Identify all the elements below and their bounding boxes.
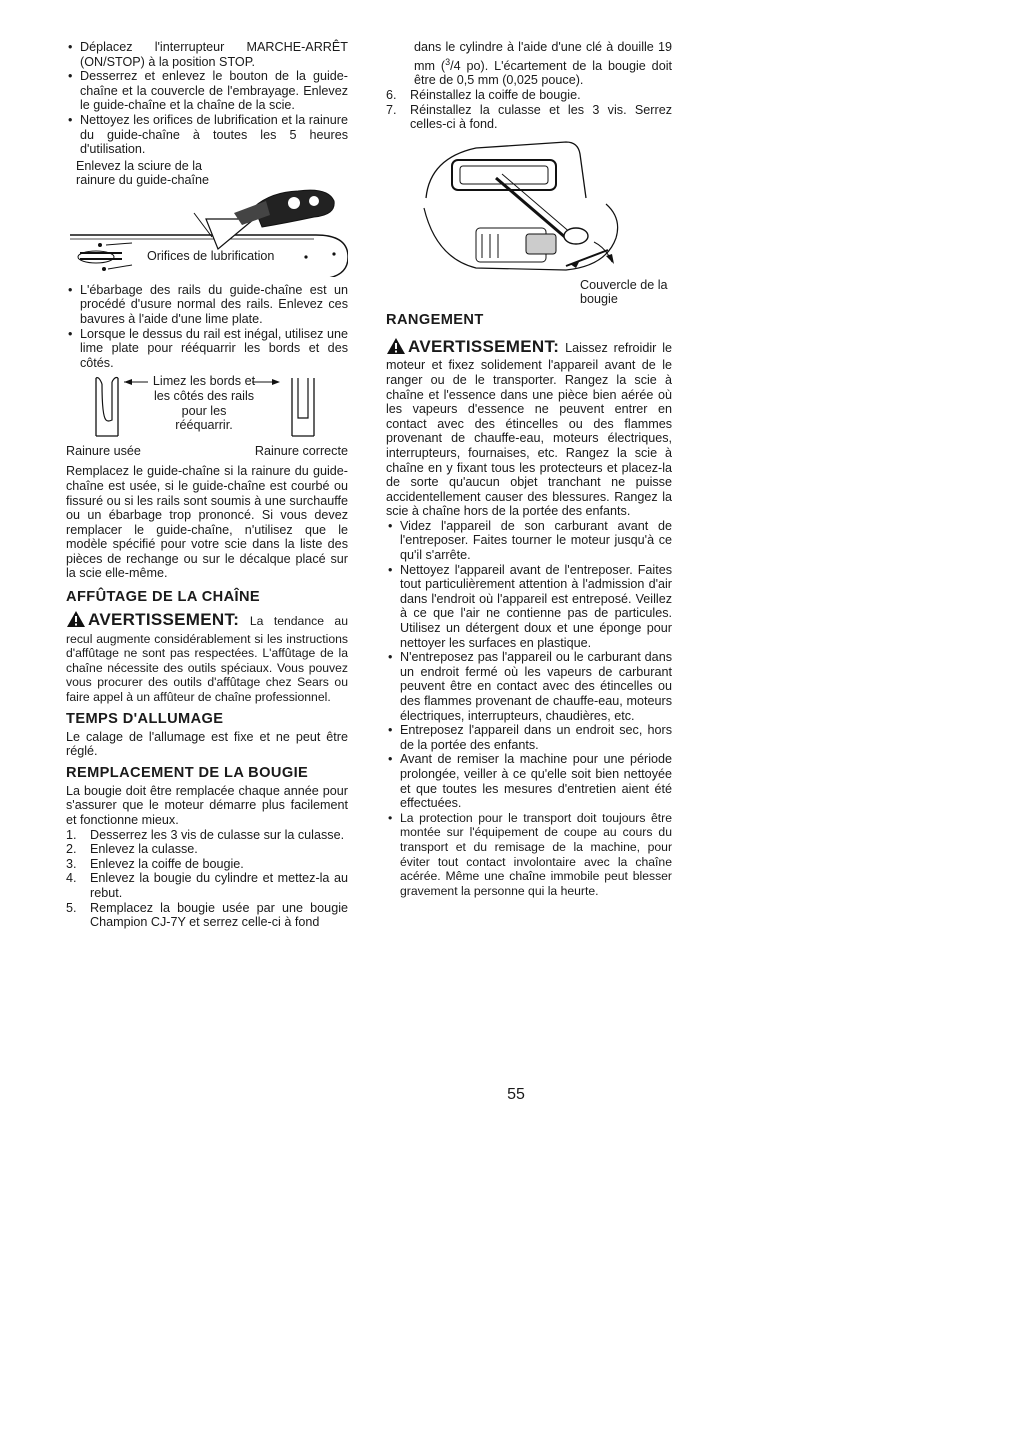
guide-bar-figure: [66, 157, 348, 277]
list-item: • Desserrez et enlevez le bouton de la guide-chaîne et la couvercle de l'embrayage. Enlevez le guide-chaîne et la chaîne de la scie.: [66, 69, 348, 113]
right-column: [386, 40, 672, 898]
step-item: 5. Remplacez la bougie usée par une bougie Champion CJ-7Y et serrez celle-ci à fond: [66, 900, 348, 930]
spark-plug-steps: [66, 828, 348, 930]
step-item: 2. Enlevez la culasse.: [66, 842, 198, 857]
warning-title: AVERTISSEMENT:: [88, 610, 240, 630]
list-item: • N'entreposez pas l'appareil ou le carburant dans un endroit fermé où les vapeurs de carburant peuvent être en contact avec des étincelles ou des flammes provenant de chauffe-eau, moteurs électriques, interrupteurs, chaudières, etc.: [386, 650, 672, 723]
heading-sharpening: AFFÛTAGE DE LA CHAÎNE: [66, 589, 261, 606]
list-item: • Nettoyez l'appareil avant de l'entreposer. Faites tout particulièrement attention à l'admission d'air dans l'endroit où l'appareil est entreposé. Veillez à ce que l'air ne contienne pas de particules. Utilisez un détergent doux et une éponge pour nettoyer les surfaces en plastique.: [386, 563, 672, 651]
bullet-list-top: [66, 40, 348, 157]
heading-storage: RANGEMENT: [386, 311, 484, 328]
heading-ignition: TEMPS D'ALLUMAGE: [66, 710, 224, 727]
warning-icon: [66, 610, 86, 632]
step-item: 7. Réinstallez la culasse et les 3 vis. Serrez celles-ci à fond.: [386, 102, 672, 132]
spark-plug-figure: [386, 138, 672, 310]
sawdust-label: Enlevez la sciure de la rainure du guide-chaîne: [76, 158, 210, 188]
ignition-text: Le calage de l'allumage est fixe et ne peut être réglé.: [66, 729, 348, 759]
step5-continuation: dans le cylindre à l'aide d'une clé à douille 19 mm ($^3$/4 po). L'écartement de la bougie doit être de 0,5 mm (0,025 pouce).: [414, 40, 672, 88]
spark-plug-text: La bougie doit être remplacée chaque année pour s'assurer que le moteur démarre plus facilement et fonctionne mieux.: [66, 783, 348, 827]
worn-groove-label: Rainure usée: [66, 444, 141, 459]
spark-plug-cover-label: Couvercle de la bougie: [580, 277, 668, 307]
bullet-list-mid: [66, 283, 348, 371]
orifices-label: Orifices de lubrification: [144, 249, 330, 264]
list-item: • Nettoyez les orifices de lubrification et la rainure du guide-chaîne à toutes les 5 heures d'utilisation.: [66, 113, 348, 157]
list-item: • Entreposez l'appareil dans un endroit sec, hors de la portée des enfants.: [386, 723, 672, 752]
rails-figure: [66, 374, 348, 464]
warning-title: AVERTISSEMENT:: [408, 336, 560, 356]
spark-plug-steps-cont: [386, 88, 672, 132]
step-item: 3. Enlevez la coiffe de bougie.: [66, 856, 244, 871]
warning-text: La tendance au recul augmente considérablement si les instructions d'affûtage ne sont pas respectées. L'affûtage de la chaîne nécessite des outils spéciaux. Vous pouvez vous procurer des outils d'affûtage chez Sears ou faire appel à un affûteur de chaîne professionnel.: [66, 614, 348, 705]
step-item: 6. Réinstallez la coiffe de bougie.: [386, 87, 581, 102]
warning-block-storage: [386, 337, 672, 519]
left-column: [66, 40, 348, 930]
correct-groove-label: Rainure correcte: [254, 444, 348, 459]
list-item: • Videz l'appareil de son carburant avant de l'entreposer. Faites tourner le moteur jusqu'à ce qu'il s'arrête.: [386, 519, 672, 563]
guide-bar-illustration: [66, 157, 348, 277]
warning-block-sharpening: [66, 610, 348, 705]
storage-bullet-list: [386, 519, 672, 898]
replace-bar-paragraph: Remplacez le guide-chaîne si la rainure du guide-chaîne est usée, si le guide-chaîne est courbé ou fissuré ou si les rails sont soumis à une surchauffe ou un ébarbage trop prononcé. Si vous devez remplacer le guide-chaîne, n'utilisez que le modèle spécifié pour votre scie dans la liste des pièces de rechange ou sur le décalque placé sur la scie elle-même.: [66, 464, 348, 581]
list-item: • L'ébarbage des rails du guide-chaîne est un procédé d'usure normal des rails. Enlevez ces bavures à l'aide d'une lime plate.: [66, 283, 348, 327]
warning-text: Laissez refroidir le moteur et fixez solidement l'appareil avant de le ranger ou de le transporter. Rangez la scie à chaîne et l'essence dans une pièce bien aérée où les vapeurs d'essence ne peuvent entrer en contact avec des étincelles ou des flammes provenant de chauffe-eau, moteurs électriques, interrupteurs, fournaises, etc. Rangez la scie à chaîne en y fixant tous les protecteurs et placez-la de sorte qu'aucun objet tranchant ne puisse accidentellement causer des blessures. Rangez la scie à chaîne hors de la portée des enfants.: [386, 340, 672, 519]
heading-spark-plug: REMPLACEMENT DE LA BOUGIE: [66, 764, 309, 781]
step-item: 1. Desserrez les 3 vis de culasse sur la culasse.: [66, 827, 345, 842]
page-number: 55: [507, 1086, 525, 1103]
list-item: • La protection pour le transport doit toujours être montée sur l'équipement de coupe au cours du transport et du remisage de la machine, pour éviter tout contact involontaire avec la chaîne acérée. Même une chaîne immobile peut blesser gravement la personne qui la heurte.: [386, 811, 672, 899]
step-item: 4. Enlevez la bougie du cylindre et mettez-la au rebut.: [66, 871, 348, 900]
list-item: • Avant de remiser la machine pour une période prolongée, veiller à ce qu'elle soit bien nettoyée et que toutes les mesures d'entretien aient été effectuées.: [386, 752, 672, 810]
warning-icon: [386, 337, 406, 359]
spark-plug-illustration: [416, 138, 636, 278]
list-item: • Déplacez l'interrupteur MARCHE-ARRÊT (ON/STOP) à la position STOP.: [66, 40, 348, 69]
file-rails-label: Limez les bords et les côtés des rails pour les rééquarrir.: [152, 374, 256, 433]
list-item: • Lorsque le dessus du rail est inégal, utilisez une lime plate pour rééquarrir les bords et des côtés.: [66, 327, 348, 371]
